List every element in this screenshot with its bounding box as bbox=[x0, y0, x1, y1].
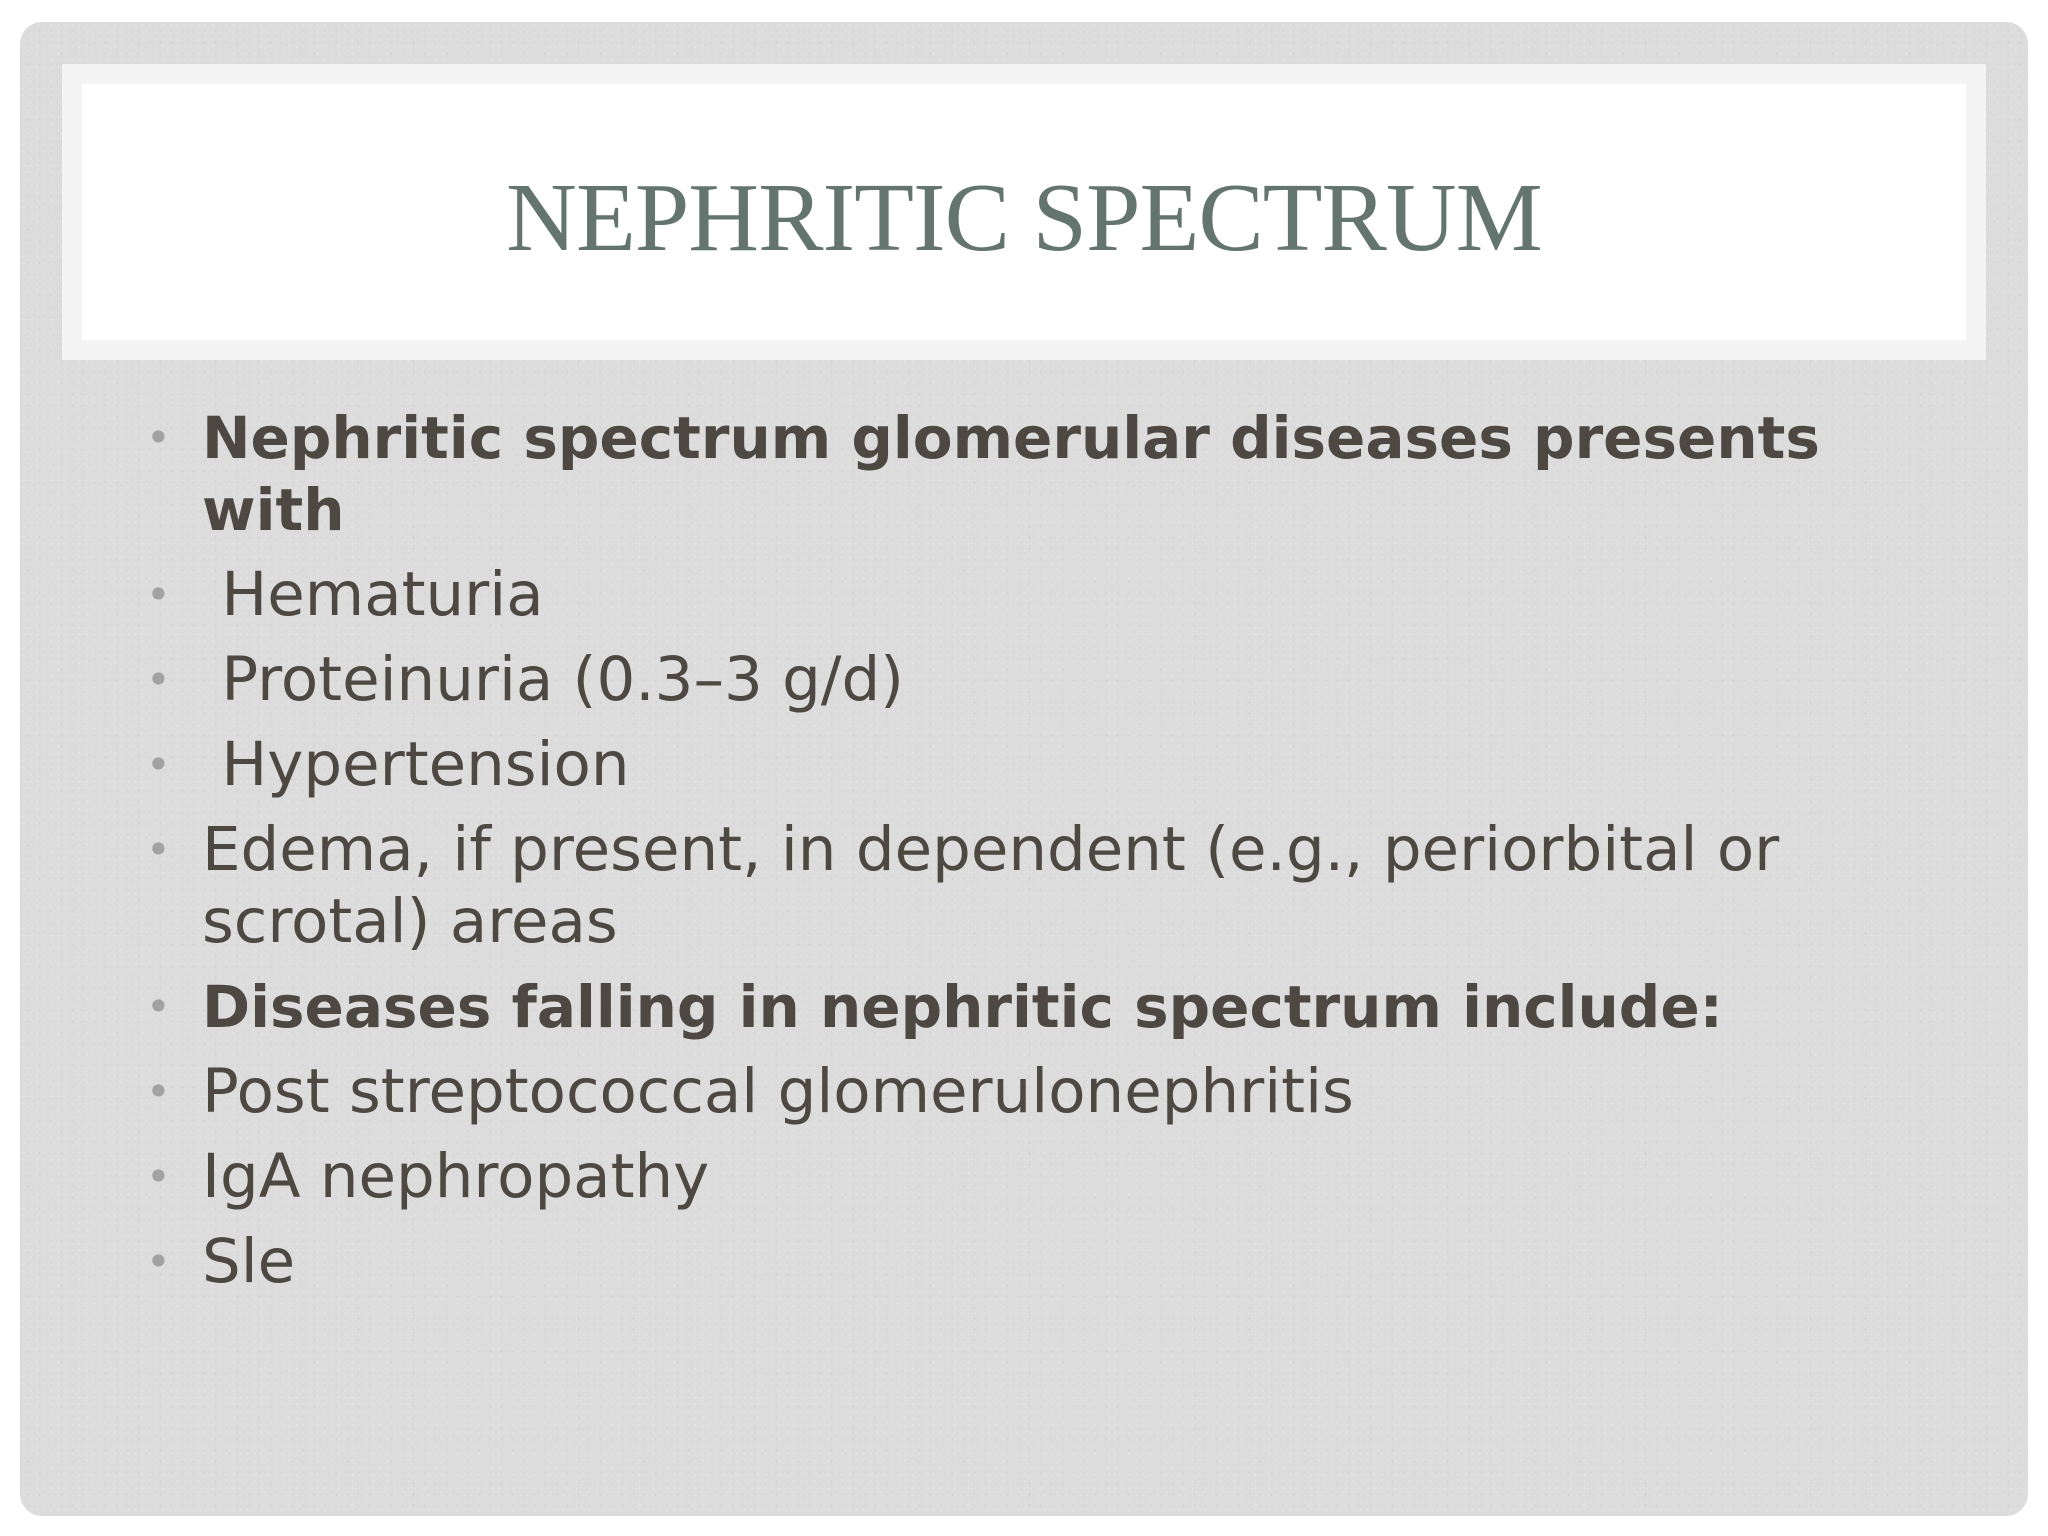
bullet-text: Proteinuria (0.3–3 g/d) bbox=[202, 644, 904, 715]
bullet-icon: • bbox=[146, 570, 171, 619]
bullet-item-intro bbox=[146, 402, 1946, 546]
bullet-text: Diseases falling in nephritic spectrum include: bbox=[202, 973, 1723, 1041]
bullet-icon: • bbox=[146, 982, 171, 1031]
bullet-text: Hypertension bbox=[202, 729, 630, 800]
bullet-icon: • bbox=[146, 1237, 171, 1286]
bullet-text: Post streptococcal glomerulonephritis bbox=[202, 1056, 1354, 1127]
bullet-icon: • bbox=[146, 825, 171, 874]
bullet-icon: • bbox=[146, 1152, 171, 1201]
slide-title: NEPHRITIC SPECTRUM bbox=[506, 164, 1542, 272]
bullet-item-edema bbox=[146, 814, 1946, 958]
bullet-item-hematuria bbox=[146, 559, 1946, 631]
bullet-item-diseases-heading bbox=[146, 971, 1946, 1043]
bullet-item-iga bbox=[146, 1141, 1946, 1213]
bullet-icon: • bbox=[146, 655, 171, 704]
title-band bbox=[62, 64, 1986, 360]
bullet-icon: • bbox=[146, 413, 171, 462]
bullet-item-proteinuria bbox=[146, 644, 1946, 716]
slide bbox=[20, 22, 2028, 1516]
bullet-item-sle bbox=[146, 1226, 1946, 1298]
bullet-item-hypertension bbox=[146, 729, 1946, 801]
bullet-icon: • bbox=[146, 1067, 171, 1116]
bullet-text: Nephritic spectrum glomerular diseases presents with bbox=[202, 404, 1841, 544]
bullet-icon: • bbox=[146, 740, 171, 789]
bullet-text: IgA nephropathy bbox=[202, 1141, 710, 1212]
bullet-text: Edema, if present, in dependent (e.g., periorbital or scrotal) areas bbox=[202, 814, 1799, 957]
bullet-text: Hematuria bbox=[202, 559, 544, 630]
title-box bbox=[82, 84, 1966, 340]
bullet-text: Sle bbox=[202, 1226, 296, 1297]
bullet-list bbox=[146, 402, 1946, 1311]
bullet-item-psgn bbox=[146, 1056, 1946, 1128]
